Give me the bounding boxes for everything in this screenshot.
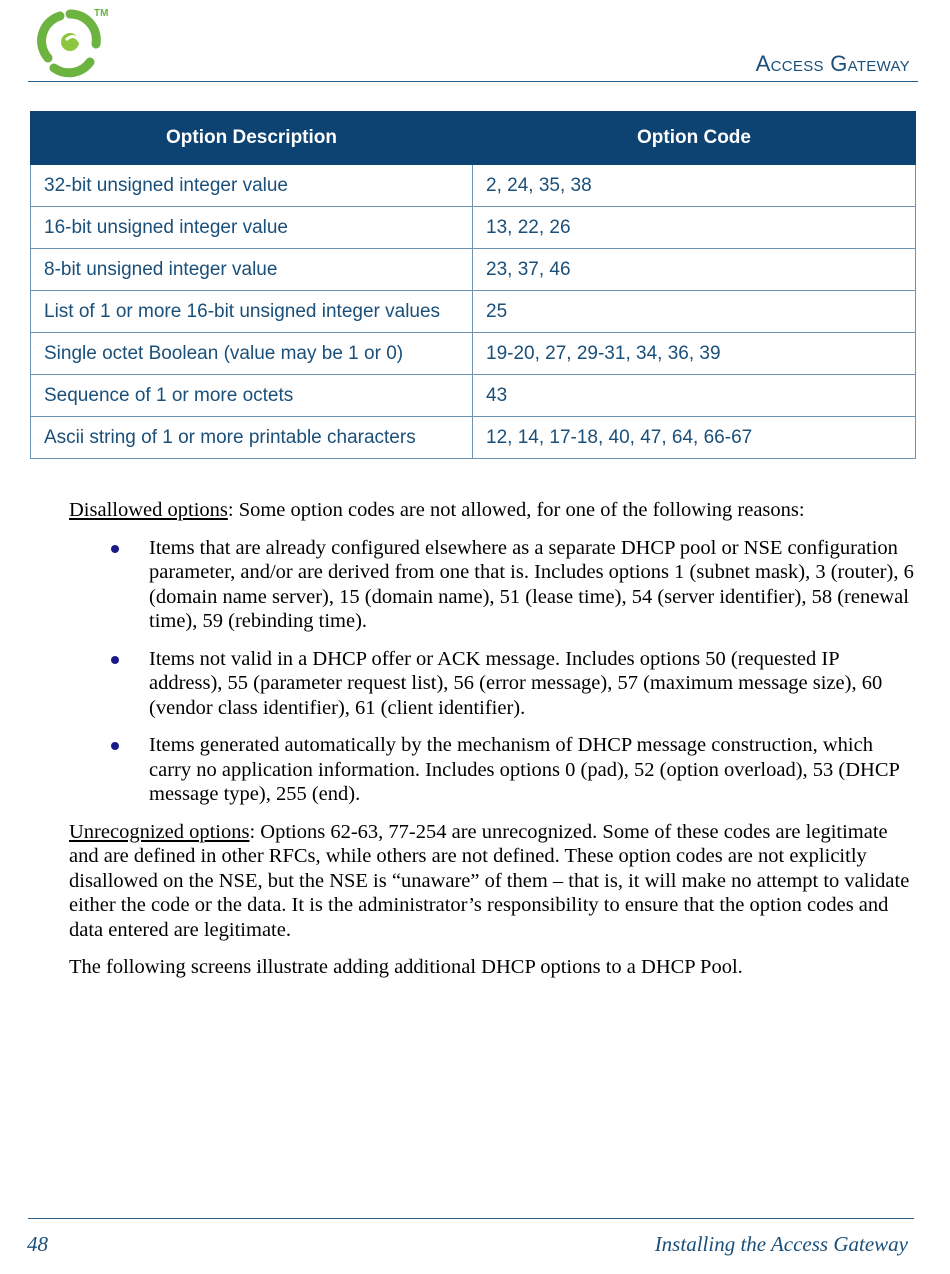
option-code-cell: 2, 24, 35, 38 <box>473 165 916 207</box>
page-number: 48 <box>27 1232 48 1256</box>
list-item <box>69 733 914 807</box>
list-item-text: Items that are already configured elsewhere as a separate DHCP pool or NSE configuration parameter, and/or are derived from one that is. Includes options 1 (subnet mask), 3 (router), 6 (domain name server), 15 (domain name), 51 (lease time), 54 (server identifier), 58 (renewal time), 59 (rebinding time). <box>149 536 914 632</box>
bullet-icon <box>111 545 119 553</box>
table-header-row <box>31 112 916 165</box>
list-item <box>69 647 914 721</box>
table-row <box>31 249 916 291</box>
option-description-cell: 8-bit unsigned integer value <box>31 249 473 291</box>
option-code-cell: 23, 37, 46 <box>473 249 916 291</box>
running-footer-title: Installing the Access Gateway <box>654 1232 908 1256</box>
option-code-cell: 13, 22, 26 <box>473 207 916 249</box>
option-description-cell: 32-bit unsigned integer value <box>31 165 473 207</box>
table-row <box>31 333 916 375</box>
bullet-icon <box>111 742 119 750</box>
running-header-title: Access Gateway <box>755 51 910 76</box>
column-header-description: Option Description <box>31 112 473 165</box>
table-row <box>31 417 916 459</box>
disallowed-reasons-list <box>69 536 914 807</box>
option-code-cell: 19-20, 27, 29-31, 34, 36, 39 <box>473 333 916 375</box>
disallowed-options-term: Disallowed options <box>69 499 228 521</box>
column-header-code: Option Code <box>473 112 916 165</box>
disallowed-options-paragraph <box>69 498 914 523</box>
table-row <box>31 207 916 249</box>
footer-divider <box>28 1218 914 1219</box>
disallowed-options-text: : Some option codes are not allowed, for one of the following reasons: <box>227 499 805 521</box>
bullet-icon <box>111 656 119 664</box>
option-description-cell: Sequence of 1 or more octets <box>31 375 473 417</box>
option-description-cell: Ascii string of 1 or more printable characters <box>31 417 473 459</box>
closing-paragraph: The following screens illustrate adding additional DHCP options to a DHCP Pool. <box>69 956 743 978</box>
list-item <box>69 536 914 634</box>
header-divider <box>28 81 918 82</box>
list-item-text: Items not valid in a DHCP offer or ACK message. Includes options 50 (requested IP address), 55 (parameter request list), 56 (error message), 57 (maximum message size), 60 (vendor class identifier), 61 (client identifier). <box>149 647 883 719</box>
option-code-cell: 43 <box>473 375 916 417</box>
trademark-mark: TM <box>94 8 109 19</box>
list-item-text: Items generated automatically by the mechanism of DHCP message construction, which carry no application information. Includes options 0 (pad), 52 (option overload), 53 (DHCP message type), 255 (end). <box>149 734 900 805</box>
option-description-cell: List of 1 or more 16-bit unsigned integer values <box>31 291 473 333</box>
dhcp-option-types-table <box>30 111 916 459</box>
table-row <box>31 375 916 417</box>
unrecognized-options-text: : Options 62-63, 77-254 are unrecognized. Some of these codes are legitimate and are defined in other RFCs, while others are not defined. These option codes are not explicitly disallowed on the NSE, but the NSE is “unaware” of them – that is, it will make no attempt to validate either the code or the data. It is the administrator’s responsibility to ensure that the option codes and data entered are legitimate. <box>69 820 910 941</box>
option-code-cell: 25 <box>473 291 916 333</box>
unrecognized-options-term: Unrecognized options <box>69 820 250 843</box>
option-description-cell: 16-bit unsigned integer value <box>31 207 473 249</box>
option-description-cell: Single octet Boolean (value may be 1 or 0) <box>31 333 473 375</box>
body-content <box>69 498 914 993</box>
table-row <box>31 291 916 333</box>
unrecognized-options-paragraph <box>69 820 914 943</box>
table-row <box>31 165 916 207</box>
option-code-cell: 12, 14, 17-18, 40, 47, 64, 66-67 <box>473 417 916 459</box>
